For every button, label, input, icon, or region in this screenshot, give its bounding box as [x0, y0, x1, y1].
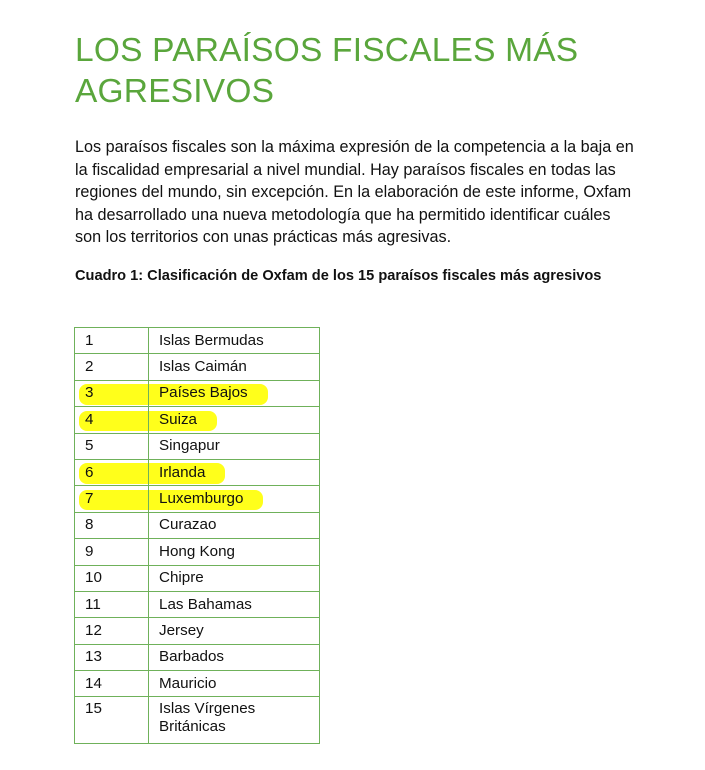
rank-cell — [75, 697, 149, 744]
territory-name: Singapur — [159, 437, 220, 455]
rank-number: 14 — [85, 674, 102, 692]
document-page — [75, 30, 645, 285]
rank-number: 1 — [85, 331, 94, 349]
table-row — [75, 565, 320, 591]
territory-cell — [149, 486, 320, 512]
table-row — [75, 433, 320, 459]
territory-cell — [149, 512, 320, 538]
intro-paragraph: Los paraísos fiscales son la máxima expresión de la competencia a la baja en la fiscalidad empresarial a nivel mundial. Hay paraísos fiscales en todas las regiones del mundo, sin excepción. En la elaboración de este informe, Oxfam ha desarrollado una nueva metodología que ha permitido identificar cuáles son los territorios con unas prácticas más agresivas. — [75, 138, 634, 247]
rank-number: 5 — [85, 437, 94, 455]
table-row — [75, 671, 320, 697]
table-row — [75, 618, 320, 644]
territory-name: Las Bahamas — [159, 595, 252, 613]
rank-cell — [75, 671, 149, 697]
rank-number: 15 — [85, 700, 102, 718]
table-row — [75, 591, 320, 617]
rank-cell — [75, 644, 149, 670]
table-row — [75, 380, 320, 406]
page-title: LOS PARAÍSOS FISCALES MÁS AGRESIVOS — [75, 32, 579, 110]
rank-cell — [75, 459, 149, 485]
territory-name: Chipre — [159, 569, 204, 587]
table-caption: Cuadro 1: Clasificación de Oxfam de los 15 paraísos fiscales más agresivos — [75, 267, 602, 284]
territory-name: Curazao — [159, 516, 217, 534]
territory-cell — [149, 644, 320, 670]
territory-cell — [149, 591, 320, 617]
rank-number: 13 — [85, 648, 102, 666]
tax-haven-ranking-table — [74, 327, 320, 744]
rank-number: 8 — [85, 516, 94, 534]
territory-cell — [149, 407, 320, 433]
territory-name: Islas Vírgenes Británicas — [159, 700, 256, 736]
territory-cell — [149, 539, 320, 565]
territory-name: Suiza — [159, 410, 197, 428]
territory-cell — [149, 354, 320, 380]
rank-number: 4 — [85, 410, 94, 428]
rank-cell — [75, 328, 149, 354]
rank-cell — [75, 565, 149, 591]
rank-cell — [75, 512, 149, 538]
table-row — [75, 512, 320, 538]
territory-name: Hong Kong — [159, 542, 235, 560]
rank-number: 11 — [85, 595, 101, 613]
territory-cell — [149, 433, 320, 459]
table-row — [75, 354, 320, 380]
rank-cell — [75, 354, 149, 380]
table-row — [75, 459, 320, 485]
territory-cell — [149, 565, 320, 591]
territory-name: Jersey — [159, 621, 204, 639]
table-row — [75, 407, 320, 433]
territory-name: Islas Bermudas — [159, 331, 264, 349]
table-row — [75, 539, 320, 565]
rank-number: 10 — [85, 569, 102, 587]
rank-number: 2 — [85, 358, 94, 376]
rank-cell — [75, 618, 149, 644]
rank-number: 3 — [85, 384, 94, 402]
table-row — [75, 697, 320, 744]
rank-cell — [75, 407, 149, 433]
rank-number: 12 — [85, 621, 102, 639]
table-row — [75, 644, 320, 670]
rank-cell — [75, 433, 149, 459]
table-row — [75, 328, 320, 354]
rank-number: 9 — [85, 542, 94, 560]
rank-cell — [75, 486, 149, 512]
territory-name: Irlanda — [159, 463, 206, 481]
rank-cell — [75, 591, 149, 617]
territory-cell — [149, 618, 320, 644]
territory-name: Islas Caimán — [159, 358, 247, 376]
rank-cell — [75, 539, 149, 565]
territory-name: Mauricio — [159, 674, 217, 692]
rank-cell — [75, 380, 149, 406]
territory-cell — [149, 671, 320, 697]
rank-number: 6 — [85, 463, 94, 481]
territory-cell — [149, 328, 320, 354]
territory-cell — [149, 459, 320, 485]
territory-cell — [149, 380, 320, 406]
territory-name: Países Bajos — [159, 384, 248, 402]
table-row — [75, 486, 320, 512]
territory-cell — [149, 697, 320, 744]
territory-name: Barbados — [159, 648, 225, 666]
territory-name: Luxemburgo — [159, 490, 244, 508]
rank-number: 7 — [85, 490, 94, 508]
